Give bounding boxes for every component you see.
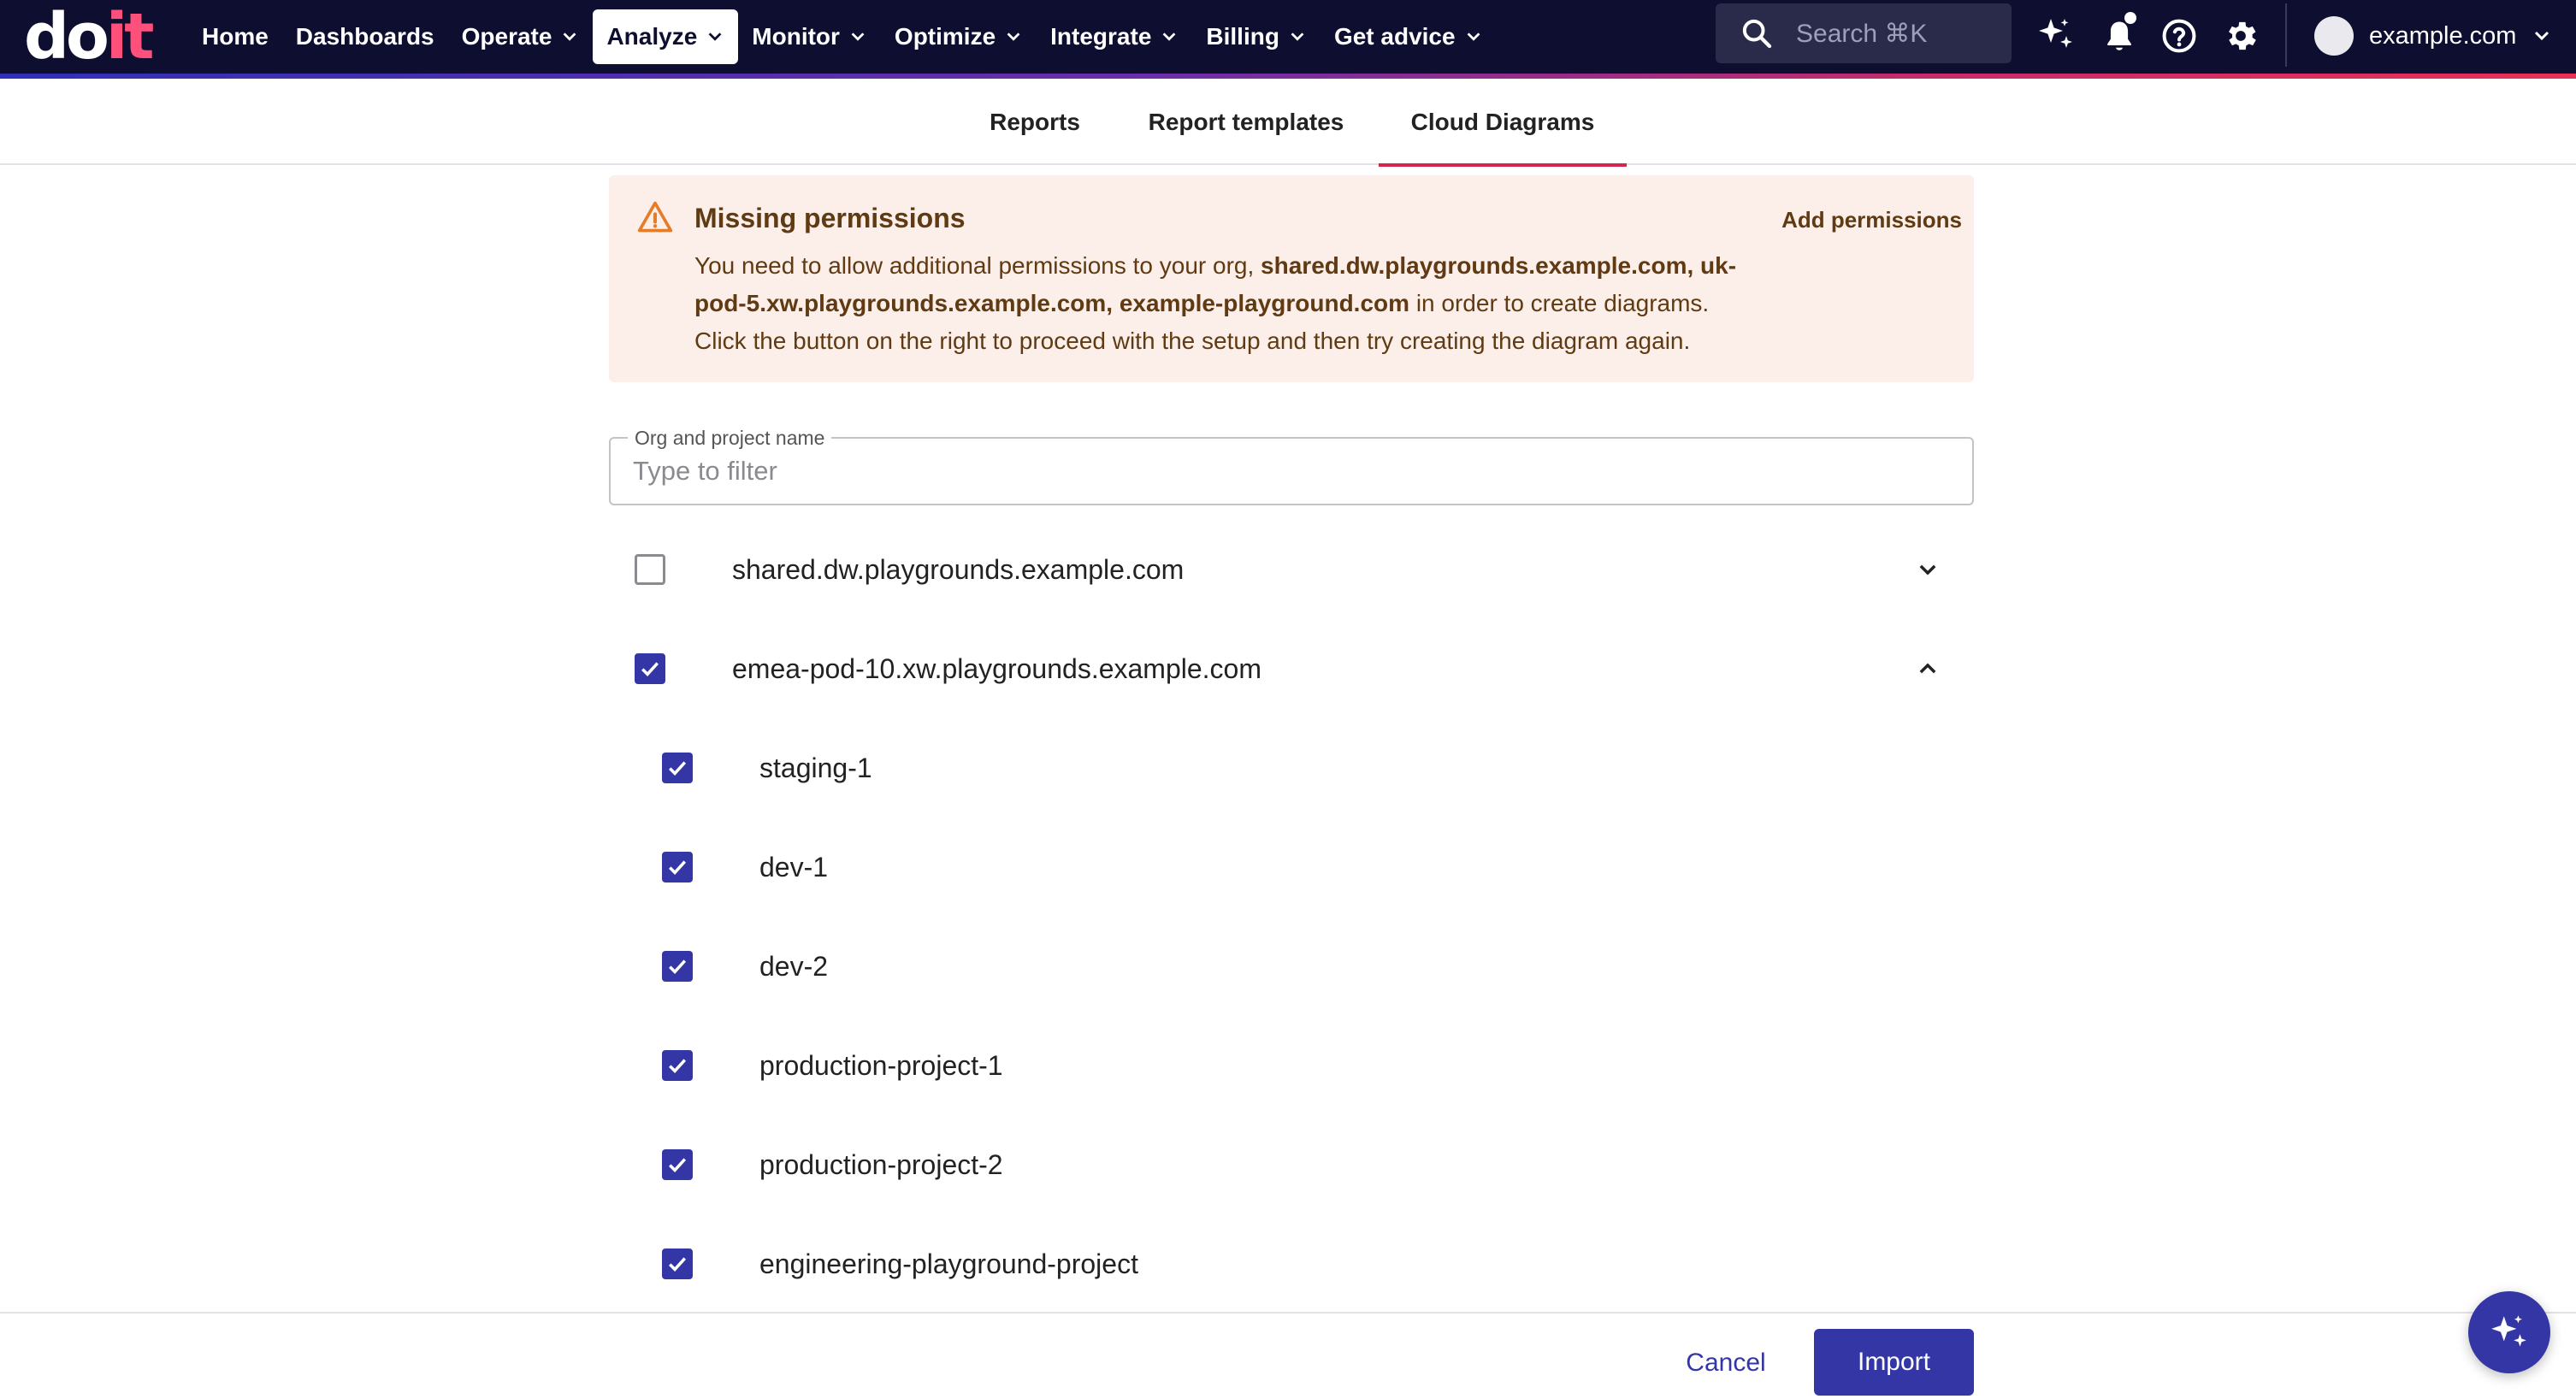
avatar (2314, 16, 2354, 56)
collapse-button[interactable] (1909, 650, 1947, 688)
project-row (609, 1230, 1974, 1298)
org-project-filter (609, 427, 1974, 505)
notification-dot (2124, 12, 2136, 24)
nav-analyze-label: Analyze (606, 23, 698, 50)
nav-monitor[interactable] (738, 9, 881, 64)
help-button[interactable] (2155, 12, 2203, 60)
project-checkbox[interactable] (662, 1149, 693, 1180)
checkmark-icon (665, 954, 689, 978)
chevron-down-icon (560, 27, 579, 46)
search-icon (1740, 16, 1774, 50)
nav-billing[interactable] (1192, 9, 1320, 64)
tab-cloud-diagrams-label: Cloud Diagrams (1410, 108, 1595, 135)
nav-billing-label: Billing (1206, 23, 1279, 50)
project-name: dev-1 (759, 851, 829, 882)
checkmark-icon (665, 1252, 689, 1276)
chevron-down-icon (1288, 27, 1307, 46)
checkmark-icon (665, 1153, 689, 1177)
logo-text-do: do (24, 0, 106, 74)
project-name: production-project-1 (759, 1049, 1003, 1081)
analyze-subtabs (0, 79, 2576, 165)
nav-analyze[interactable] (593, 9, 738, 64)
settings-button[interactable] (2217, 12, 2265, 60)
ai-assistant-button[interactable] (2032, 12, 2080, 60)
nav-operate-label: Operate (461, 23, 552, 50)
project-checkbox[interactable] (662, 951, 693, 982)
chevron-down-icon (2532, 26, 2552, 46)
topbar-divider (2285, 3, 2287, 67)
logo-text-it: it (105, 0, 151, 74)
search-placeholder: Search ⌘K (1796, 19, 1928, 48)
filter-label: Org and project name (628, 427, 831, 450)
nav-home-label: Home (202, 23, 269, 50)
nav-dashboards[interactable] (282, 9, 448, 64)
nav-integrate[interactable] (1037, 9, 1192, 64)
chevron-down-icon (1160, 27, 1179, 46)
project-row (609, 833, 1974, 901)
filter-input[interactable] (633, 439, 1950, 504)
nav-integrate-label: Integrate (1050, 23, 1152, 50)
project-name: staging-1 (759, 752, 872, 783)
checkmark-icon (665, 756, 689, 780)
project-row (609, 1130, 1974, 1199)
doit-logo[interactable] (24, 0, 151, 74)
org-checkbox[interactable] (635, 554, 665, 585)
alert-message-prefix: You need to allow additional permissions to your org, (694, 252, 1261, 279)
nav-operate[interactable] (448, 9, 594, 64)
nav-monitor-label: Monitor (752, 23, 840, 50)
nav-get-advice[interactable] (1320, 9, 1497, 64)
chevron-down-icon (848, 27, 867, 46)
warning-icon (636, 198, 674, 236)
tab-cloud-diagrams[interactable] (1379, 79, 1627, 165)
dialog-footer (0, 1312, 2576, 1399)
org-name: emea-pod-10.xw.playgrounds.example.com (732, 652, 1261, 684)
nav-optimize-label: Optimize (894, 23, 996, 50)
tab-reports-label: Reports (990, 108, 1080, 135)
tab-reports[interactable] (975, 79, 1095, 165)
main-nav (188, 0, 1497, 74)
nav-optimize[interactable] (881, 9, 1037, 64)
help-icon (2160, 17, 2198, 55)
checkmark-icon (638, 657, 662, 681)
org-name: shared.dw.playgrounds.example.com (732, 553, 1185, 585)
project-row (609, 932, 1974, 1001)
alert-message (694, 247, 1746, 360)
account-name: example.com (2369, 21, 2517, 50)
nav-get-advice-label: Get advice (1333, 23, 1456, 50)
missing-permissions-alert (609, 175, 1974, 382)
ai-assistant-fab[interactable] (2468, 1291, 2550, 1373)
org-row (609, 535, 1974, 604)
checkmark-icon (665, 855, 689, 879)
chevron-up-icon (1916, 657, 1940, 681)
project-checkbox[interactable] (662, 852, 693, 882)
project-checkbox[interactable] (662, 1050, 693, 1081)
project-row (609, 1031, 1974, 1100)
notifications-button[interactable] (2095, 12, 2143, 60)
cancel-button[interactable]: Cancel (1686, 1349, 1766, 1377)
add-permissions-button[interactable]: Add permissions (1781, 206, 1962, 233)
project-name: engineering-playground-project (759, 1248, 1138, 1279)
alert-title: Missing permissions (694, 203, 966, 233)
project-row (609, 734, 1974, 802)
checkmark-icon (665, 1054, 689, 1077)
org-checkbox[interactable] (635, 653, 665, 684)
chevron-down-icon (1004, 27, 1023, 46)
gear-icon (2222, 17, 2260, 55)
sparkle-icon (2035, 15, 2077, 56)
chevron-down-icon (1916, 558, 1940, 581)
expand-button[interactable] (1909, 551, 1947, 588)
nav-home[interactable] (188, 9, 282, 64)
account-menu[interactable] (2314, 9, 2552, 63)
import-button[interactable]: Import (1814, 1329, 1974, 1396)
tab-report-templates[interactable] (1131, 79, 1362, 165)
alert-org-list: shared.dw.playgrounds.example.com, uk-pod-5.xw.playgrounds.example.com, example-playground.com (694, 252, 1737, 316)
search-box[interactable] (1716, 3, 2012, 63)
alert-message-line2: Click the button on the right to proceed with the setup and then try creating the diagram again. (694, 328, 1691, 354)
project-checkbox[interactable] (662, 1248, 693, 1279)
project-checkbox[interactable] (662, 753, 693, 783)
project-name: production-project-2 (759, 1148, 1003, 1180)
chevron-down-icon (1464, 27, 1483, 46)
sparkle-icon (2488, 1311, 2531, 1354)
tab-report-templates-label: Report templates (1148, 108, 1344, 135)
alert-message-mid: in order to create diagrams. (1409, 290, 1710, 316)
project-name: dev-2 (759, 950, 829, 982)
top-navigation-bar (0, 0, 2576, 74)
chevron-down-icon (706, 27, 724, 46)
nav-dashboards-label: Dashboards (295, 23, 434, 50)
org-row (609, 635, 1974, 703)
